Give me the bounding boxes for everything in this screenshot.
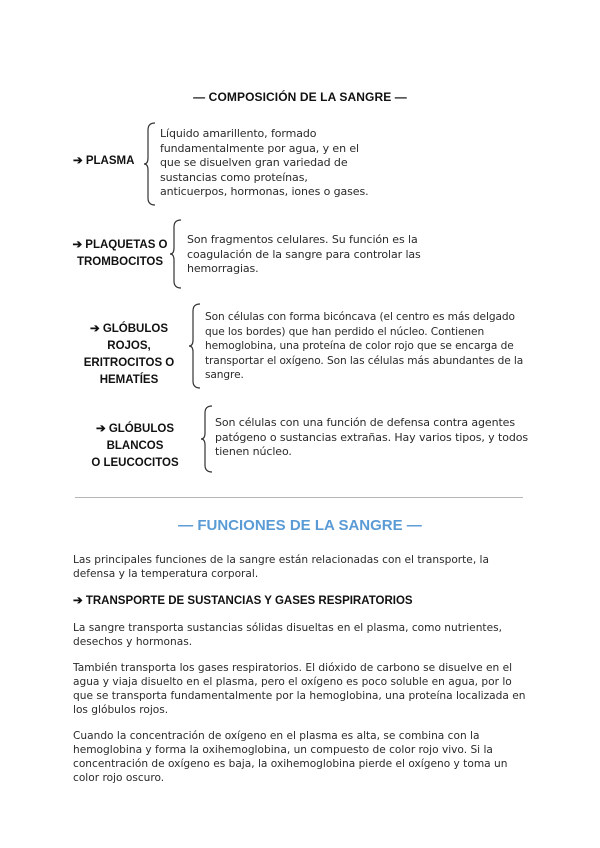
curly-brace-icon bbox=[188, 303, 202, 389]
component-label: ➔ GLÓBULOS ROJOS, ERITROCITOS O HEMATÍES bbox=[83, 323, 175, 386]
functions-title: — FUNCIONES DE LA SANGRE — bbox=[178, 517, 422, 534]
intro-paragraph: Las principales funciones de la sangre están relacionadas con el transporte, la defensa y la temperatura corporal. bbox=[73, 554, 489, 580]
component-label: ➔ GLÓBULOS BLANCOS O LEUCOCITOS bbox=[91, 423, 179, 469]
component-description: Líquido amarillento, formado fundamentalmente por agua, y en el que se disuelven gran variedad de sustancias como proteínas, anticuerpos, hormonas, iones o gases. bbox=[160, 127, 369, 198]
transport-subheading: ➔ TRANSPORTE DE SUSTANCIAS Y GASES RESPIRATORIOS bbox=[73, 595, 413, 607]
section-divider bbox=[75, 497, 523, 498]
composition-title: — COMPOSICIÓN DE LA SANGRE — bbox=[193, 90, 407, 104]
paragraph: También transporta los gases respiratorios. El dióxido de carbono se disuelve en el agua y viaja disuelto en el plasma, pero el oxígeno es poco soluble en agua, por lo que se transporta fundamentalmente por la hemoglobina, una proteína localizada en los glóbulos rojos. bbox=[73, 662, 526, 716]
paragraph: Cuando la concentración de oxígeno en el plasma es alta, se combina con la hemoglobina y forma la oxihemoglobina, un compuesto de color rojo vivo. Si la concentración de oxígeno es baja, la oxihemoglobina pierde el oxígeno y toma un color rojo oscuro. bbox=[73, 730, 508, 784]
paragraph: La sangre transporta sustancias sólidas disueltas en el plasma, como nutrientes, desechos y hormonas. bbox=[73, 622, 502, 648]
component-label: ➔ PLAQUETAS O TROMBOCITOS bbox=[72, 239, 168, 268]
curly-brace-icon bbox=[200, 405, 214, 473]
component-description: Son células con una función de defensa contra agentes patógeno o sustancias extrañas. Hay varios tipos, y todos tienen núcleo. bbox=[215, 416, 528, 458]
curly-brace-icon bbox=[169, 219, 183, 289]
component-label: ➔ PLASMA bbox=[73, 155, 135, 167]
component-description: Son fragmentos celulares. Su función es la coagulación de la sangre para controlar las hemorragias. bbox=[187, 233, 421, 275]
component-description: Son células con forma bicóncava (el centro es más delgado que los bordes) que han perdido el núcleo. Contienen hemoglobina, una proteína de color rojo que se encarga de transportar el oxígeno. Son las células más abundantes de la sangre. bbox=[205, 311, 524, 381]
curly-brace-icon bbox=[143, 122, 157, 206]
